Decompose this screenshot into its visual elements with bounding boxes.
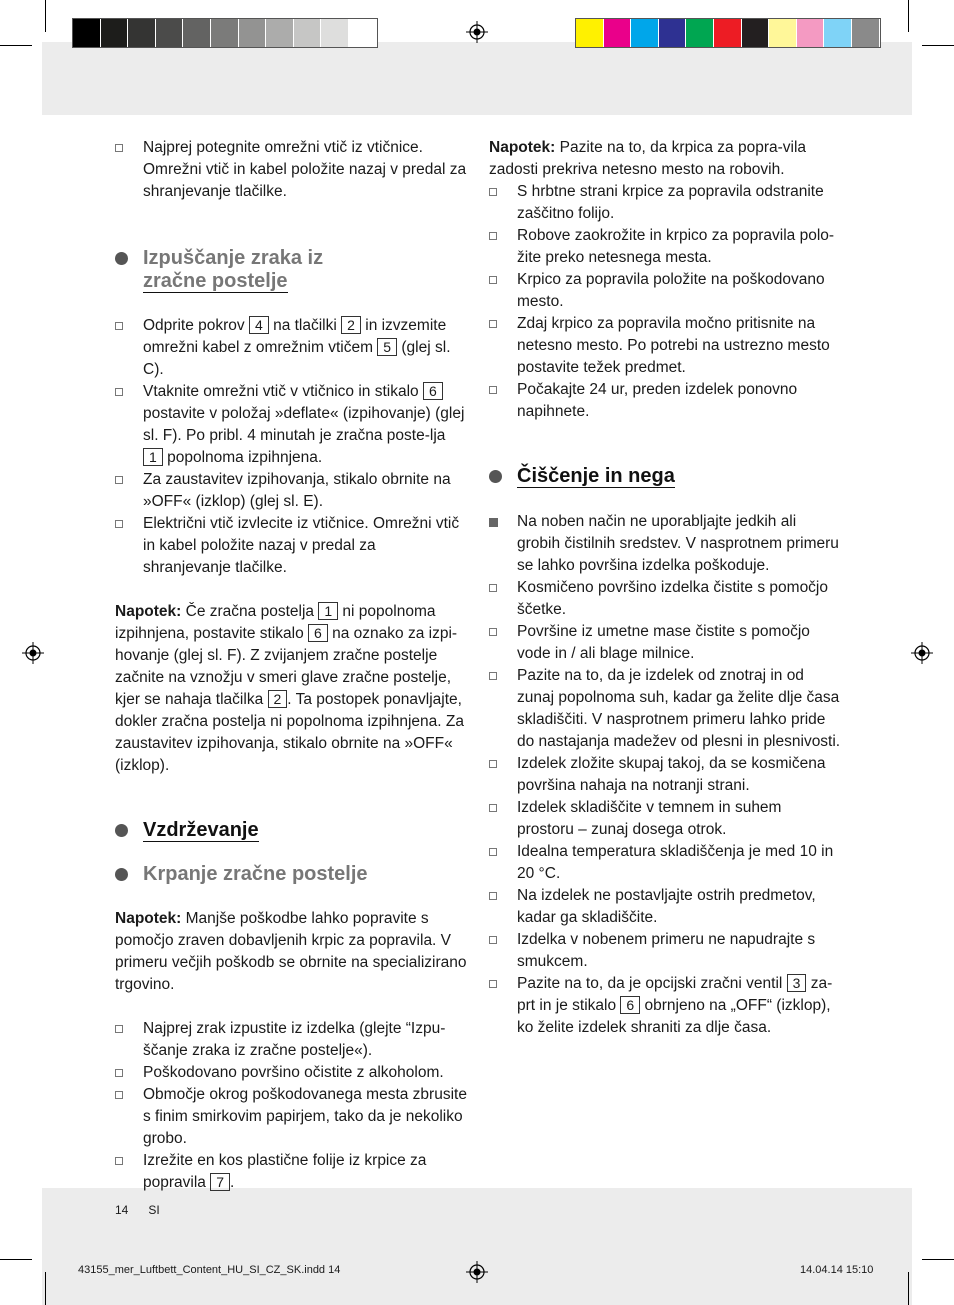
checkbox-bullet-icon	[489, 848, 497, 856]
cmyk-color-bar	[575, 18, 881, 48]
list-item: Pazite na to, da je opcijski zračni ventil 3 za-prt in je stikalo 6 obrnjeno na „OFF“ (izklop), ko želite izdelek shraniti za dlje časa.	[489, 973, 841, 1039]
list-item: Izdelek zložite skupaj takoj, da se kosmičena površina nahaja na notranji strani.	[489, 753, 841, 797]
deflate-list	[115, 315, 467, 579]
checkbox-bullet-icon	[489, 980, 497, 988]
language-code: SI	[148, 1203, 160, 1217]
color-swatch	[349, 19, 377, 47]
ref-number-box: 2	[268, 690, 288, 708]
page-folio	[115, 1203, 180, 1217]
color-swatch	[321, 19, 349, 47]
registration-mark-icon	[466, 21, 488, 43]
checkbox-bullet-icon	[115, 476, 123, 484]
list-item: Krpico za popravila položite na poškodovano mesto.	[489, 269, 841, 313]
checkbox-bullet-icon	[489, 584, 497, 592]
checkbox-bullet-icon	[489, 232, 497, 240]
crop-mark	[908, 1272, 909, 1305]
list-item: Območje okrog poškodovanega mesta zbrusite s finim smirkovim papirjem, tako da je nekoliko grobo.	[115, 1084, 467, 1150]
top-band	[42, 42, 912, 115]
list-item: Električni vtič izvlecite iz vtičnice. Omrežni vtič in kabel položite nazaj v predal za shranjevanje tlačilke.	[115, 513, 467, 579]
ref-number-box: 1	[318, 602, 338, 620]
left-column	[115, 137, 467, 1194]
ref-number-box: 7	[210, 1173, 230, 1191]
checkbox-bullet-icon	[489, 672, 497, 680]
date-slug: 14.04.14 15:10	[800, 1264, 874, 1276]
color-swatch	[742, 19, 770, 47]
list-item: Zdaj krpico za popravila močno pritisnite na netesno mesto. Po potrebi na ustrezno mesto postavite težek predmet.	[489, 313, 841, 379]
crop-mark	[908, 0, 909, 32]
color-swatch	[852, 19, 880, 47]
checkbox-bullet-icon	[489, 320, 497, 328]
color-swatch	[73, 19, 101, 47]
ref-number-box: 1	[143, 448, 163, 466]
ref-number-box: 2	[341, 316, 361, 334]
list-item: Izdelek skladiščite v temnem in suhem prostoru – zunaj dosega otrok.	[489, 797, 841, 841]
ref-number-box: 6	[620, 996, 640, 1014]
bullet-dot-icon	[115, 868, 128, 881]
ref-number-box: 3	[787, 974, 807, 992]
color-swatch	[211, 19, 239, 47]
list-item: Izdelka v nobenem primeru ne napudrajte s smukcem.	[489, 929, 841, 973]
list-item: Počakajte 24 ur, preden izdelek ponovno napihnete.	[489, 379, 841, 423]
checkbox-bullet-icon	[489, 892, 497, 900]
file-slug: 43155_mer_Luftbett_Content_HU_SI_CZ_SK.indd 14	[78, 1264, 341, 1276]
ref-number-box: 6	[423, 382, 443, 400]
registration-mark-icon	[466, 1261, 488, 1283]
checkbox-bullet-icon	[489, 804, 497, 812]
color-swatch	[797, 19, 825, 47]
checkbox-bullet-icon	[489, 386, 497, 394]
section-heading-repair: Krpanje zračne postelje	[115, 863, 467, 886]
color-swatch	[714, 19, 742, 47]
color-swatch	[266, 19, 294, 47]
repair-list	[115, 1018, 467, 1194]
section-heading-maintenance: Vzdrževanje	[115, 819, 467, 842]
checkbox-bullet-icon	[115, 322, 123, 330]
checkbox-bullet-icon	[489, 936, 497, 944]
color-swatch	[769, 19, 797, 47]
color-swatch	[156, 19, 184, 47]
checkbox-bullet-icon	[489, 628, 497, 636]
color-swatch	[101, 19, 129, 47]
checkbox-bullet-icon	[115, 1069, 123, 1077]
checkbox-bullet-icon	[115, 1157, 123, 1165]
registration-mark-icon	[911, 642, 933, 664]
list-item: Za zaustavitev izpihovanja, stikalo obrnite na »OFF« (izklop) (glej sl. E).	[115, 469, 467, 513]
warning-square-bullet-icon	[489, 518, 498, 527]
list-item: Izrežite en kos plastične folije iz krpice za popravila 7 .	[115, 1150, 467, 1194]
page-number: 14	[115, 1203, 129, 1217]
cleaning-list	[489, 511, 841, 1039]
note-paragraph: Napotek: Manjše poškodbe lahko popravite s pomočjo zraven dobavljenih krpic za popravila. V primeru večjih poškodb se obrnite na specializirano trgovino.	[115, 910, 467, 993]
color-swatch	[686, 19, 714, 47]
repair-continued-list	[489, 181, 841, 423]
checkbox-bullet-icon	[489, 760, 497, 768]
crop-mark	[922, 45, 954, 46]
ref-number-box: 6	[308, 624, 328, 642]
checkbox-bullet-icon	[489, 188, 497, 196]
list-item: Najprej zrak izpustite iz izdelka (glejte “Izpu-ščanje zraka iz zračne postelje«).	[115, 1018, 467, 1062]
list-item: Najprej potegnite omrežni vtič iz vtičnice. Omrežni vtič in kabel položite nazaj v predal za shranjevanje tlačilke.	[115, 137, 467, 203]
list-item: Pazite na to, da je izdelek od znotraj in od zunaj popolnoma suh, kadar ga želite dlje časa skladiščiti. V nasprotnem primeru lahko pride do nastajanja madežev od plesni in plesnivosti.	[489, 665, 841, 753]
ref-number-box: 4	[249, 316, 269, 334]
color-swatch	[239, 19, 267, 47]
color-swatch	[631, 19, 659, 47]
section-heading-deflate: Izpuščanje zraka iz zračne postelje	[115, 247, 467, 293]
gray-color-bar	[72, 18, 378, 48]
bullet-dot-icon	[115, 824, 128, 837]
color-swatch	[128, 19, 156, 47]
color-swatch	[183, 19, 211, 47]
checkbox-bullet-icon	[115, 1091, 123, 1099]
list-item: Robove zaokrožite in krpico za popravila polo-žite preko netesnega mesta.	[489, 225, 841, 269]
list-item: Površine iz umetne mase čistite s pomočjo vode in / ali blage milnice.	[489, 621, 841, 665]
note-paragraph: Napotek: Pazite na to, da krpica za popra-vila zadosti prekriva netesno mesto na robovih.	[489, 139, 807, 178]
note-paragraph: Napotek: Če zračna postelja 1 ni popolnoma izpihnjena, postavite stikalo 6 na oznako za izpi-hovanje (glej sl. F). Z zvijanjem zračne postelje začnite na vznožju v smeri glave zračne postelje, kjer se nahaja tlačilka 2 . Ta postopek ponavljajte, dokler zračna postelja ni popolnoma izpihnjena. Za zaustavitev izpihovanja, stikalo obrnite na »OFF« (izklop).	[115, 603, 464, 774]
list-item: Poškodovano površino očistite z alkoholom.	[115, 1062, 467, 1084]
ref-number-box: 5	[377, 338, 397, 356]
checkbox-bullet-icon	[115, 1025, 123, 1033]
list-item: Kosmičeno površino izdelka čistite s pomočjo ščetke.	[489, 577, 841, 621]
crop-mark	[0, 45, 32, 46]
section-heading-cleaning: Čiščenje in nega	[489, 465, 841, 488]
color-swatch	[824, 19, 852, 47]
color-swatch	[294, 19, 322, 47]
crop-mark	[45, 0, 46, 32]
list-item: S hrbtne strani krpice za popravila odstranite zaščitno folijo.	[489, 181, 841, 225]
checkbox-bullet-icon	[489, 276, 497, 284]
list-item: Na izdelek ne postavljajte ostrih predmetov, kadar ga skladiščite.	[489, 885, 841, 929]
intro-list	[115, 137, 467, 203]
color-swatch	[604, 19, 632, 47]
list-item: Na noben način ne uporabljajte jedkih ali grobih čistilnih sredstev. V nasprotnem primeru se lahko površina izdelka poškoduje.	[489, 511, 841, 577]
list-item: Vtaknite omrežni vtič v vtičnico in stikalo 6 postavite v položaj »deflate« (izpihovanje) (glej sl. F). Po pribl. 4 minutah je zračna poste-lja 1 popolnoma izpihnjena.	[115, 381, 467, 469]
list-item: Odprite pokrov 4 na tlačilki 2 in izvzemite omrežni kabel z omrežnim vtičem 5 (glej sl. C).	[115, 315, 467, 381]
right-column	[489, 137, 841, 1039]
bullet-dot-icon	[489, 470, 502, 483]
color-swatch	[576, 19, 604, 47]
crop-mark	[0, 1259, 32, 1260]
crop-mark	[922, 1259, 954, 1260]
checkbox-bullet-icon	[115, 388, 123, 396]
list-item: Idealna temperatura skladiščenja je med 10 in 20 °C.	[489, 841, 841, 885]
checkbox-bullet-icon	[115, 144, 123, 152]
bullet-dot-icon	[115, 252, 128, 265]
registration-mark-icon	[22, 642, 44, 664]
checkbox-bullet-icon	[115, 520, 123, 528]
color-swatch	[659, 19, 687, 47]
crop-mark	[45, 1272, 46, 1305]
